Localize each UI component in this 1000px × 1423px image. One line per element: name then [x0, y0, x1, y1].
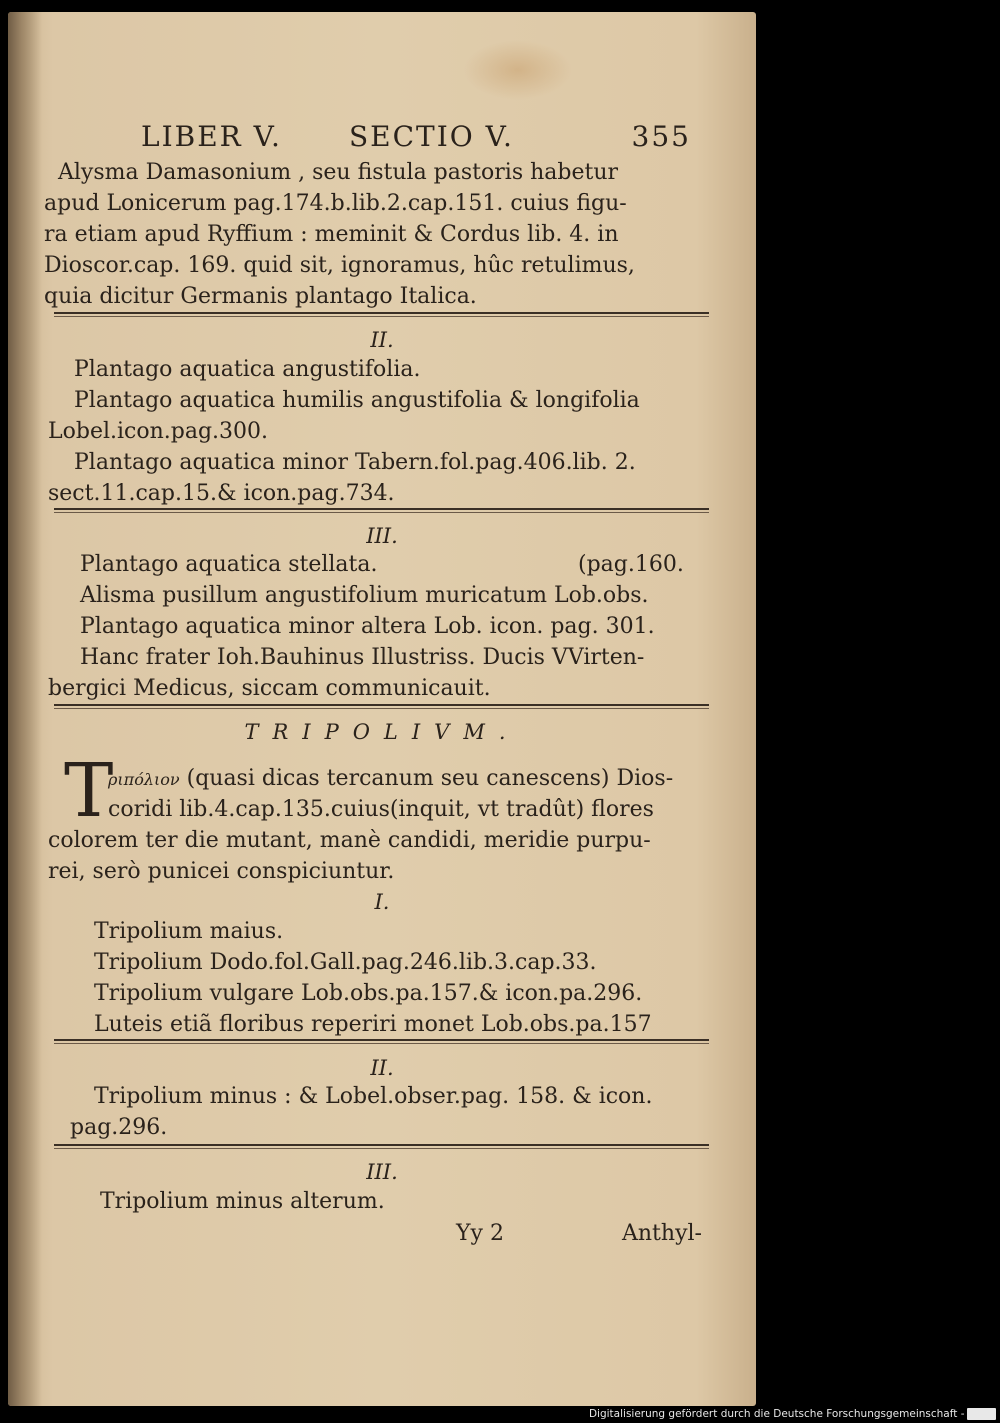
tripolium-para-line-1-text: (quasi dicas tercanum seu canescens) Dios- — [186, 766, 674, 791]
dfg-logo: DFG — [969, 1408, 994, 1420]
section-ii-line-1: Plantago aquatica angustifolia. — [74, 357, 421, 382]
intro-line-3: ra etiam apud Ryffium : meminit & Cordus lib. 4. in — [44, 222, 619, 247]
section-divider — [54, 704, 709, 709]
tripolium-iii-line-1: Tripolium minus alterum. — [100, 1189, 385, 1214]
header-liber: LIBER V. — [141, 120, 282, 153]
tripolium-i-line-3: Tripolium vulgare Lob.obs.pa.157.& icon.pa.296. — [94, 981, 643, 1006]
running-header — [141, 120, 701, 160]
tripolium-i-line-4: Luteis etiã floribus reperiri monet Lob.obs.pa.157 — [94, 1012, 652, 1037]
tripolium-ii-line-2: pag.296. — [70, 1115, 168, 1140]
dfg-credit-bar — [589, 1406, 996, 1422]
tripolium-i-heading: I. — [374, 890, 390, 914]
section-iii-line-4: Hanc frater Ioh.Bauhinus Illustriss. Ducis VVirten- — [80, 645, 645, 670]
intro-line-2: apud Lonicerum pag.174.b.lib.2.cap.151. cuius figu- — [44, 191, 627, 216]
dfg-credit-text: Digitalisierung gefördert durch die Deutsche Forschungsgemeinschaft - — [588, 1408, 965, 1420]
tripolium-para-line-3: colorem ter die mutant, manè candidi, meridie purpu- — [48, 828, 651, 853]
section-iii-heading: III. — [366, 524, 398, 548]
intro-line-1: Alysma Damasonium , seu fistula pastoris habetur — [58, 160, 619, 185]
section-ii-line-2: Plantago aquatica humilis angustifolia & longifolia — [74, 388, 640, 413]
tripolium-para-line-4: rei, serò punicei conspiciuntur. — [48, 859, 395, 884]
tripolium-ii-heading: II. — [370, 1056, 394, 1080]
section-iii-margin-ref: (pag.160. — [578, 552, 684, 577]
tripolium-para-line-2: coridi lib.4.cap.135.cuius(inquit, vt tradût) flores — [108, 797, 654, 822]
book-page — [8, 12, 756, 1406]
section-divider — [54, 1039, 709, 1044]
tripolium-para-line-1 — [108, 764, 673, 795]
section-ii-line-3: Lobel.icon.pag.300. — [48, 419, 269, 444]
intro-line-4: Dioscor.cap. 169. quid sit, ignoramus, hûc retulimus, — [44, 253, 635, 278]
section-iii-line-3: Plantago aquatica minor altera Lob. icon. pag. 301. — [80, 614, 655, 639]
section-divider — [54, 508, 709, 513]
drop-cap: T — [64, 748, 114, 834]
section-divider — [54, 1144, 709, 1149]
header-sectio: SECTIO V. — [349, 120, 514, 153]
section-ii-line-4: Plantago aquatica minor Tabern.fol.pag.406.lib. 2. — [74, 450, 636, 475]
section-iii-line-5: bergici Medicus, siccam communicauit. — [48, 676, 491, 701]
tripolium-iii-heading: III. — [366, 1160, 398, 1184]
section-iii-line-2: Alisma pusillum angustifolium muricatum Lob.obs. — [80, 583, 649, 608]
tripolium-heading: TRIPOLIVM. — [244, 720, 520, 744]
section-divider — [54, 312, 709, 317]
tripolium-i-line-1: Tripolium maius. — [94, 919, 284, 944]
section-ii-heading: II. — [370, 328, 394, 352]
greek-word: ριπόλιον — [108, 770, 180, 789]
tripolium-i-line-2: Tripolium Dodo.fol.Gall.pag.246.lib.3.cap.33. — [94, 950, 597, 975]
page-number: 355 — [631, 120, 691, 153]
page-stain — [463, 40, 573, 100]
tripolium-ii-line-1: Tripolium minus : & Lobel.obser.pag. 158. & icon. — [94, 1084, 653, 1109]
catchword: Anthyl- — [622, 1221, 702, 1246]
section-iii-line-1: Plantago aquatica stellata. — [80, 552, 378, 577]
intro-line-5: quia dicitur Germanis plantago Italica. — [44, 284, 477, 309]
section-ii-line-5: sect.11.cap.15.& icon.pag.734. — [48, 481, 395, 506]
signature-mark: Yy 2 — [456, 1221, 504, 1246]
